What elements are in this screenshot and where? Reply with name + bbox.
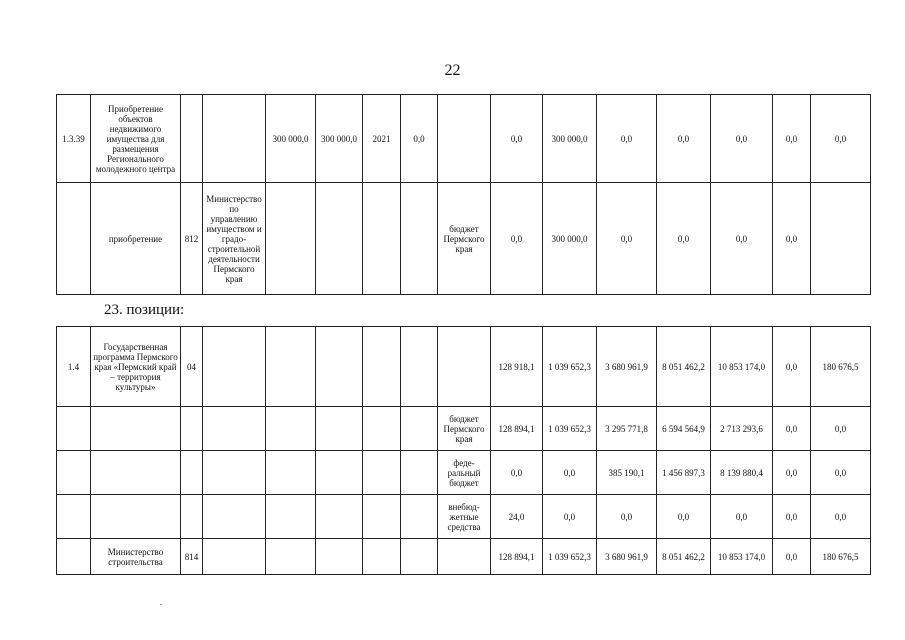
- table-cell: 0,0: [597, 495, 657, 539]
- table-cell: 0,0: [401, 95, 438, 183]
- table-cell: 2 713 293,6: [711, 407, 773, 451]
- table-cell: 0,0: [597, 183, 657, 295]
- table-cell: 0,0: [773, 539, 811, 575]
- scan-speck: [160, 604, 162, 605]
- table-cell: 1.3.39: [57, 95, 91, 183]
- table-cell: 8 139 880,4: [711, 451, 773, 495]
- table-cell: 180 676,5: [811, 539, 871, 575]
- table-cell: 0,0: [773, 407, 811, 451]
- table-cell: 3 295 771,8: [597, 407, 657, 451]
- table-cell: 814: [181, 539, 203, 575]
- table-cell: [363, 539, 401, 575]
- table-cell: 385 190,1: [597, 451, 657, 495]
- table-row: [57, 495, 871, 539]
- table-cell: 128 894,1: [491, 407, 543, 451]
- table-cell: внебюд-жетные средства: [438, 495, 491, 539]
- table-cell: [266, 183, 316, 295]
- table-cell: [266, 495, 316, 539]
- table-cell: [316, 539, 363, 575]
- table-cell: [316, 495, 363, 539]
- table-cell: [181, 451, 203, 495]
- table-cell: [57, 495, 91, 539]
- table-cell: [438, 539, 491, 575]
- table-cell: [266, 451, 316, 495]
- table-cell: [401, 539, 438, 575]
- table-cell: 0,0: [773, 183, 811, 295]
- table-cell: 8 051 462,2: [657, 327, 711, 407]
- table-cell: [363, 327, 401, 407]
- table-cell: 2021: [363, 95, 401, 183]
- table-cell: 04: [181, 327, 203, 407]
- table-cell: 24,0: [491, 495, 543, 539]
- table-cell: 0,0: [773, 495, 811, 539]
- table-cell: 1.4: [57, 327, 91, 407]
- table-cell: [401, 495, 438, 539]
- table-cell: [401, 407, 438, 451]
- table-cell: 0,0: [711, 95, 773, 183]
- table-cell: [91, 495, 181, 539]
- table-row: [57, 327, 871, 407]
- table-cell: [438, 95, 491, 183]
- table-cell: Министерство по управлению имуществом и градо-строительной деятельности Пермского края: [203, 183, 266, 295]
- table-cell: 0,0: [773, 95, 811, 183]
- table-cell: 0,0: [711, 183, 773, 295]
- table-cell: 0,0: [773, 327, 811, 407]
- table-cell: приобретение: [91, 183, 181, 295]
- table-cell: [203, 327, 266, 407]
- table-cell: 0,0: [657, 95, 711, 183]
- table-cell: 812: [181, 183, 203, 295]
- table-cell: [181, 407, 203, 451]
- table-row: [57, 407, 871, 451]
- table-cell: 10 853 174,0: [711, 327, 773, 407]
- table-cell: 1 039 652,3: [543, 327, 597, 407]
- table-cell: [401, 183, 438, 295]
- table-row: [57, 451, 871, 495]
- table-cell: 0,0: [657, 495, 711, 539]
- table-cell: 300 000,0: [316, 95, 363, 183]
- table-cell: [57, 539, 91, 575]
- program-table-part-1: [56, 94, 871, 295]
- table-cell: [363, 495, 401, 539]
- table-cell: [57, 451, 91, 495]
- table-cell: 300 000,0: [543, 95, 597, 183]
- table-cell: 0,0: [657, 183, 711, 295]
- table2-body: [57, 327, 871, 575]
- table-cell: 0,0: [811, 407, 871, 451]
- table-cell: 128 894,1: [491, 539, 543, 575]
- table-cell: [316, 407, 363, 451]
- table-cell: 0,0: [491, 451, 543, 495]
- table-cell: [181, 95, 203, 183]
- table-cell: [91, 451, 181, 495]
- table-cell: [316, 451, 363, 495]
- table-cell: 0,0: [543, 495, 597, 539]
- table-cell: 8 051 462,2: [657, 539, 711, 575]
- table-row: [57, 183, 871, 295]
- table-cell: феде-ральный бюджет: [438, 451, 491, 495]
- table-cell: [811, 183, 871, 295]
- section-heading: 23. позиции:: [104, 302, 185, 318]
- table-cell: [57, 407, 91, 451]
- table-cell: [203, 495, 266, 539]
- table-cell: 0,0: [811, 495, 871, 539]
- table-cell: 1 039 652,3: [543, 539, 597, 575]
- table-cell: [316, 183, 363, 295]
- table-cell: 3 680 961,9: [597, 539, 657, 575]
- table-cell: [401, 327, 438, 407]
- table-cell: [266, 327, 316, 407]
- table-cell: 0,0: [597, 95, 657, 183]
- table-cell: 0,0: [811, 95, 871, 183]
- table-row: [57, 95, 871, 183]
- table1-body: [57, 95, 871, 295]
- table-cell: 0,0: [543, 451, 597, 495]
- table-cell: 6 594 564,9: [657, 407, 711, 451]
- table-cell: 3 680 961,9: [597, 327, 657, 407]
- table-cell: [181, 495, 203, 539]
- table-cell: 0,0: [491, 183, 543, 295]
- page-number: 22: [444, 62, 461, 79]
- program-table-part-2: [56, 326, 871, 575]
- table-cell: 1 039 652,3: [543, 407, 597, 451]
- table-cell: [57, 183, 91, 295]
- table-cell: [203, 407, 266, 451]
- table-cell: [438, 327, 491, 407]
- table-cell: Министерство строительства: [91, 539, 181, 575]
- table-cell: [203, 95, 266, 183]
- table-cell: бюджет Пермского края: [438, 407, 491, 451]
- table-cell: [363, 451, 401, 495]
- table-row: [57, 539, 871, 575]
- table-cell: 0,0: [491, 95, 543, 183]
- table-cell: [266, 539, 316, 575]
- table-cell: [363, 183, 401, 295]
- table-cell: Приобретение объектов недвижимого имущества для размещения Регионального молодежного центра: [91, 95, 181, 183]
- table-cell: Государственная программа Пермского края «Пермский край – территория культуры»: [91, 327, 181, 407]
- table-cell: 0,0: [811, 451, 871, 495]
- table-cell: [316, 327, 363, 407]
- table-cell: 0,0: [773, 451, 811, 495]
- table-cell: [266, 407, 316, 451]
- table-cell: 180 676,5: [811, 327, 871, 407]
- table-cell: 10 853 174,0: [711, 539, 773, 575]
- table-cell: 300 000,0: [266, 95, 316, 183]
- table-cell: [203, 539, 266, 575]
- table-cell: 1 456 897,3: [657, 451, 711, 495]
- table-cell: 128 918,1: [491, 327, 543, 407]
- table-cell: [401, 451, 438, 495]
- table-cell: [363, 407, 401, 451]
- table-cell: [203, 451, 266, 495]
- table-cell: 300 000,0: [543, 183, 597, 295]
- table-cell: 0,0: [711, 495, 773, 539]
- table-cell: [91, 407, 181, 451]
- table-cell: бюджет Пермского края: [438, 183, 491, 295]
